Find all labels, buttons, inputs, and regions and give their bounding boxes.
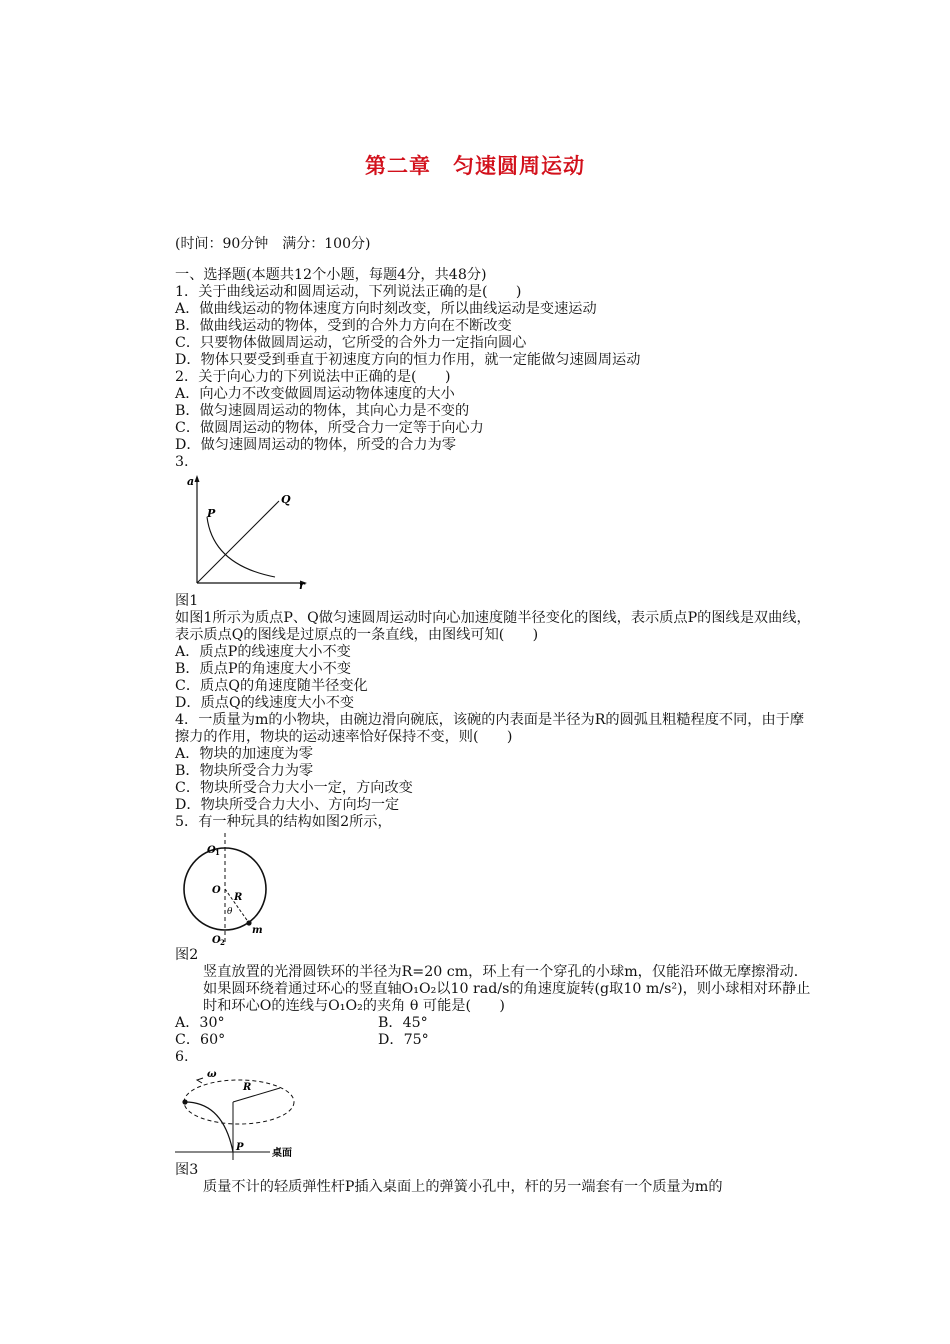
q1-option-c: C．只要物体做圆周运动，它所受的合外力一定指向圆心 (175, 335, 527, 351)
line-q-label: Q (281, 493, 291, 506)
q5-option-a: A．30° (175, 1015, 225, 1031)
q2-option-a: A．向心力不改变做圆周运动物体速度的大小 (175, 386, 455, 402)
q3-option-d: D．质点Q的线速度大小不变 (175, 695, 355, 711)
figure-2-caption: 图2 (175, 947, 199, 963)
rod-p-label: P (236, 1142, 244, 1153)
figure-3-rod (175, 1068, 305, 1160)
exam-content (175, 267, 815, 1196)
radius-r-label: R (243, 1082, 252, 1093)
q5-option-b: B．45° (378, 1015, 428, 1031)
figure-2-ring (175, 833, 275, 945)
q1-option-b: B．做曲线运动的物体，受到的合外力方向在不断改变 (175, 318, 512, 334)
axis-r-label: r (299, 579, 305, 591)
q4-option-d: D．物块所受合力大小、方向均一定 (175, 797, 400, 813)
o-center-label: O (212, 885, 221, 896)
q4-option-a: A．物块的加速度为零 (175, 746, 313, 762)
figure-1-caption: 图1 (175, 593, 199, 609)
q3-stem: 如图1所示为质点P、Q做匀速圆周运动时向心加速度随半径变化的图线，表示质点P的图线是双曲线，表示质点Q的图线是过原点的一条直线，由图线可知( ) (175, 610, 811, 643)
page-title: 第二章 匀速圆周运动 (365, 154, 585, 178)
theta-label: θ (227, 907, 233, 917)
radius-r-label: R (234, 892, 243, 903)
q2-option-c: C．做圆周运动的物体，所受合力一定等于向心力 (175, 420, 484, 436)
section-heading: 一、选择题(本题共12个小题，每题4分，共48分) (175, 267, 487, 283)
q5-options-row-2 (175, 1032, 815, 1049)
q6-number: 6. (175, 1049, 189, 1065)
o2-subscript: 2 (220, 938, 225, 945)
q2-option-d: D．做匀速圆周运动的物体，所受的合力为零 (175, 437, 456, 453)
q4-option-c: C．物块所受合力大小一定，方向改变 (175, 780, 413, 796)
q4-stem: 4．一质量为m的小物块，由碗边滑向碗底，该碗的内表面是半径为R的圆弧且粗糙程度不同，由于摩擦力的作用，物块的运动速率恰好保持不变，则( ) (175, 712, 805, 745)
curve-p-label: P (207, 507, 216, 520)
o1-subscript: 1 (215, 848, 220, 857)
q3-option-a: A．质点P的线速度大小不变 (175, 644, 351, 660)
q5-options-row-1 (175, 1015, 815, 1032)
figure-3-caption: 图3 (175, 1162, 199, 1178)
q2-option-b: B．做匀速圆周运动的物体，其向心力是不变的 (175, 403, 470, 419)
q1-stem: 1．关于曲线运动和圆周运动，下列说法正确的是( ) (175, 284, 522, 300)
q3-option-b: B．质点P的角速度大小不变 (175, 661, 352, 677)
q6-body: 质量不计的轻质弹性杆P插入桌面上的弹簧小孔中，杆的另一端套有一个质量为m的 (203, 1179, 723, 1195)
figure-1-graph (175, 473, 315, 591)
desk-label: 桌面 (272, 1148, 292, 1159)
q3-option-c: C．质点Q的角速度随半径变化 (175, 678, 368, 694)
q2-stem: 2．关于向心力的下列说法中正确的是( ) (175, 369, 451, 385)
o1-label: O (207, 845, 216, 856)
o2-label: O (212, 935, 221, 945)
q5-option-c: C．60° (175, 1032, 226, 1048)
q4-option-b: B．物块所受合力为零 (175, 763, 314, 779)
q5-body: 竖直放置的光滑圆铁环的半径为R=20 cm，环上有一个穿孔的小球m，仅能沿环做无摩擦滑动．如果圆环绕着通过环心的竖直轴O₁O₂以10 rad/s的角速度旋转(g取10 m/s²)，则小球相对环静止时和环心O的连线与O₁O₂的夹角 θ 可能是( ) (203, 964, 811, 1014)
omega-label: ω (207, 1069, 217, 1080)
q5-option-d: D．75° (378, 1032, 429, 1048)
q3-number: 3. (175, 454, 189, 470)
ball-m-label: m (252, 925, 263, 936)
q1-option-d: D．物体只要受到垂直于初速度方向的恒力作用，就一定能做匀速圆周运动 (175, 352, 641, 368)
axis-a-label: a (187, 475, 195, 488)
exam-meta: (时间：90分钟 满分：100分) (175, 236, 371, 252)
q5-stem: 5．有一种玩具的结构如图2所示， (175, 814, 392, 830)
q1-option-a: A．做曲线运动的物体速度方向时刻改变，所以曲线运动是变速运动 (175, 301, 597, 317)
